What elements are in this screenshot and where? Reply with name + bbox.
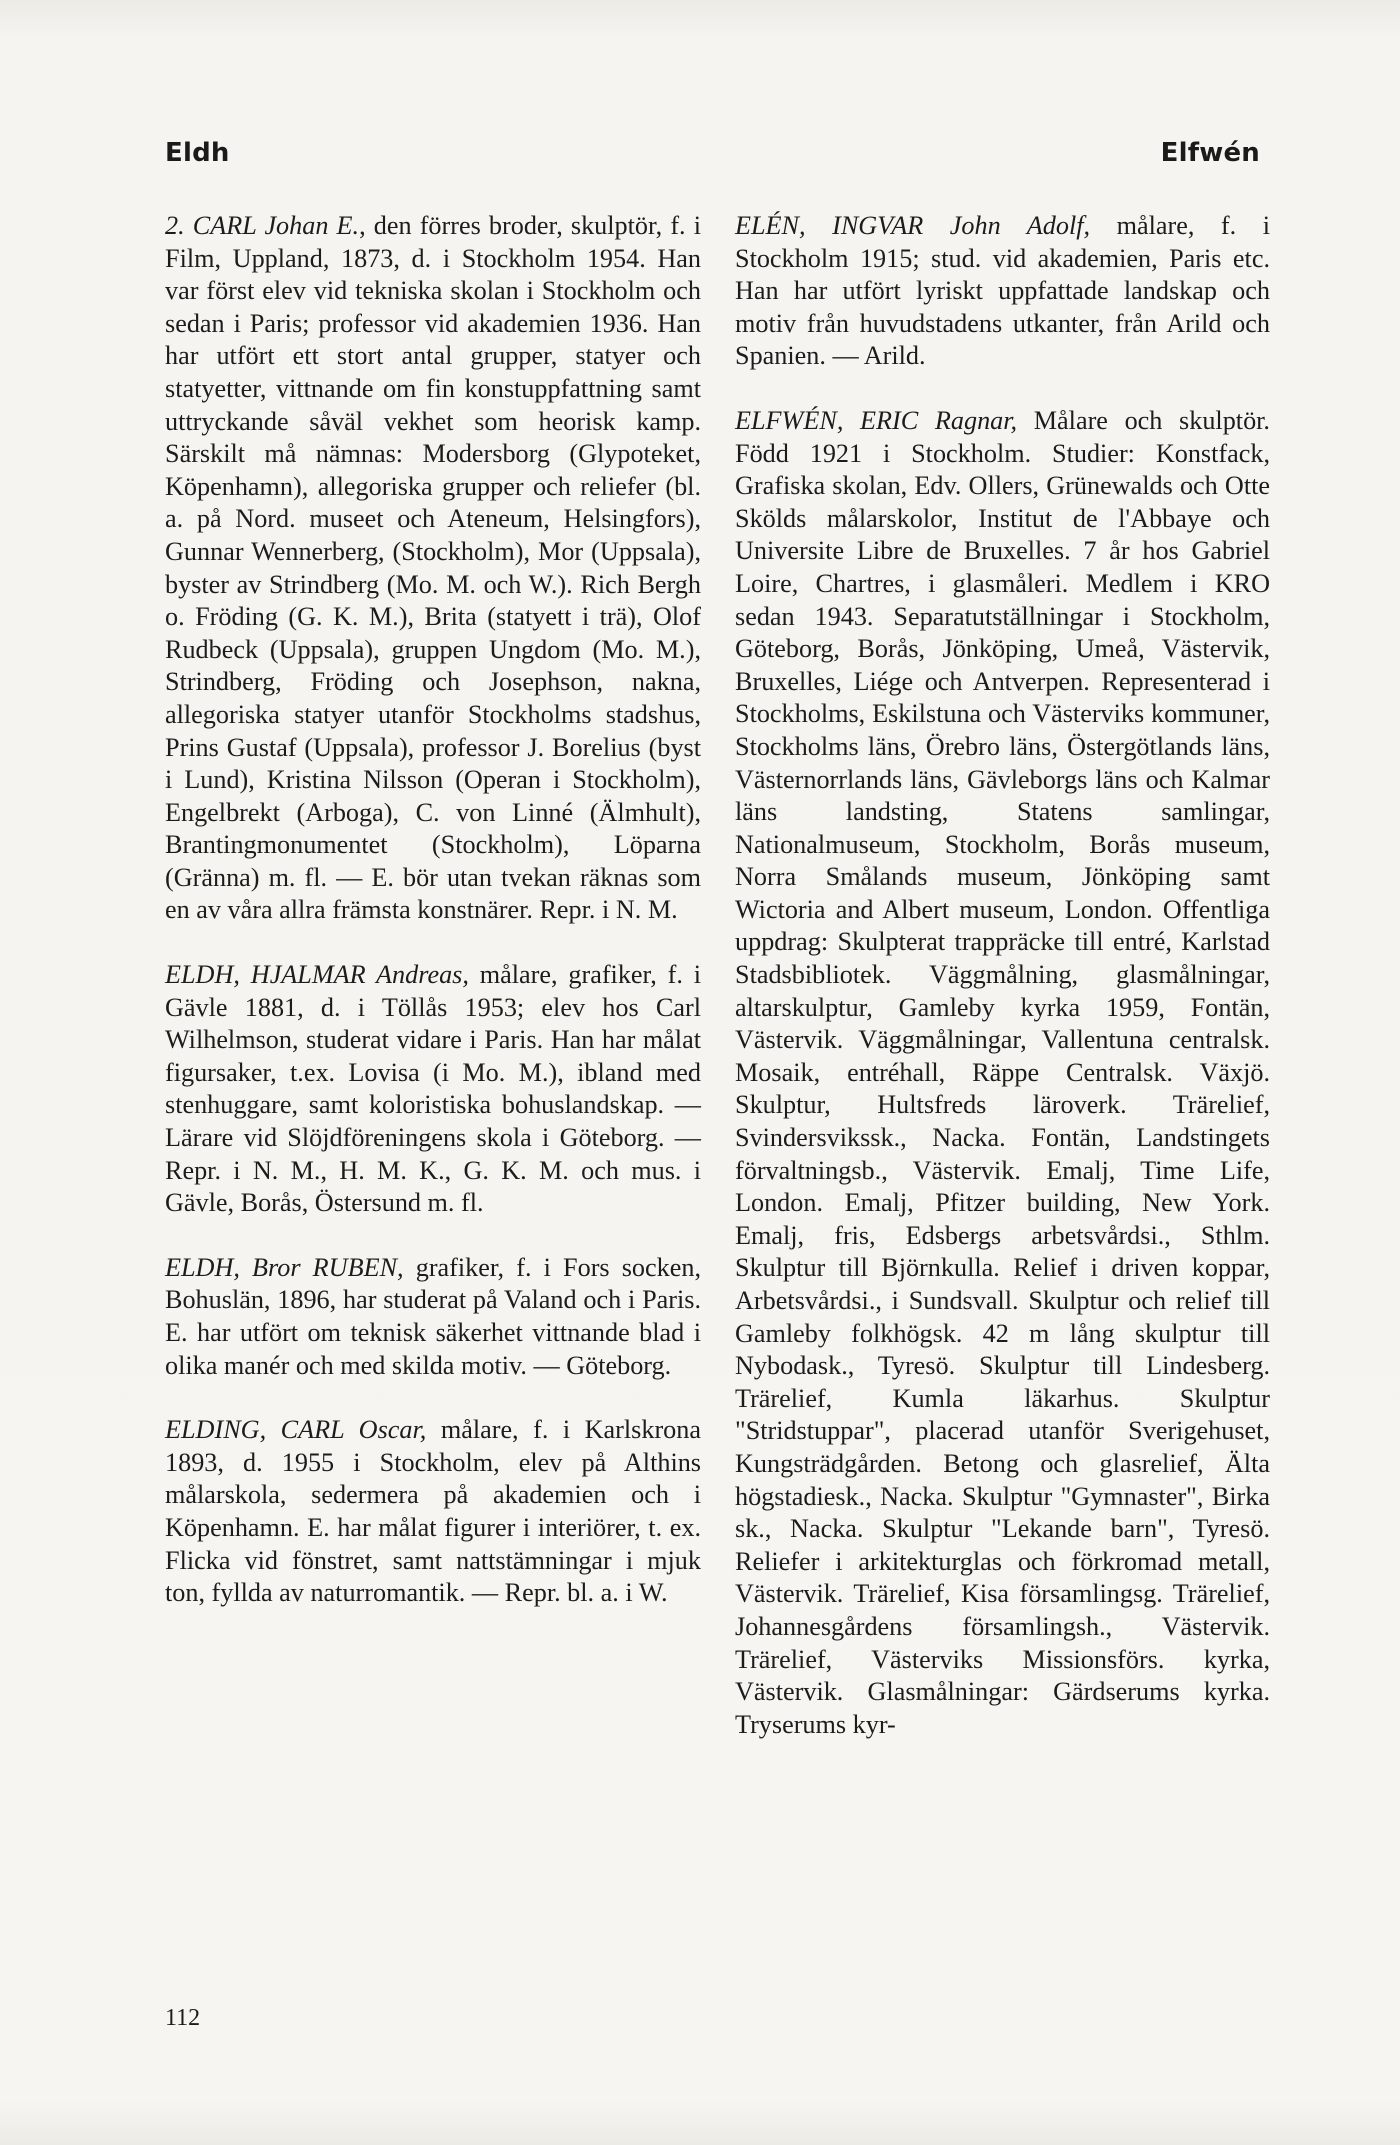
entry-text: målare, grafiker, f. i Gävle 1881, d. i Töllås 1953; elev hos Carl Wilhelmson, studerat vidare i Paris. Han har målat figursaker, t.ex. Lovisa (i Mo. M.), ibland med stenhuggare, samt koloristiska bohuslandskap. — Lärare vid Slöjdföreningens skola i Göteborg. — Repr. i N. M., H. M. K., G. K. M. och mus. i Gävle, Borås, Östersund m. fl.: [165, 960, 702, 1218]
entry-ingvar-elen: [735, 210, 1270, 373]
entry-carl-elding: [165, 1414, 701, 1610]
entry-heading: ELDH, Bror RUBEN,: [165, 1252, 404, 1282]
right-column: [735, 210, 1270, 1773]
entry-carl-johan-eldh: [165, 210, 701, 927]
entry-heading: ELÉN, INGVAR John Adolf,: [735, 211, 1091, 240]
entry-text: målare, f. i Karlskrona 1893, d. 1955 i Stockholm, elev på Althins målarskola, sedermera på akademien och i Köpenhamn. E. har målat figurer i interiörer, t. ex. Flicka vid fönstret, samt nattstämningar i mjuk ton, fyllda av naturromantik. — Repr. bl. a. i W.: [165, 1415, 701, 1608]
entry-heading: ELDH, HJALMAR Andreas,: [165, 960, 469, 990]
entry-hjalmar-eldh: [165, 959, 701, 1220]
entry-heading: ELDING, CARL Oscar,: [165, 1415, 427, 1445]
left-column: [165, 210, 701, 1642]
entry-eric-elfwen: [735, 405, 1270, 1741]
entry-text: målare, f. i Stockholm 1915; stud. vid akademien, Paris etc. Han har utfört lyriskt uppfattade landskap och motiv från huvudstadens utkanter, från Arild och Spanien. — Arild.: [735, 211, 1270, 371]
entry-heading: 2. CARL Johan E.: [165, 211, 360, 240]
entry-text: , den förres broder, skulptör, f. i Film, Uppland, 1873, d. i Stockholm 1954. Han var först elev vid tekniska skolan i Stockholm och sedan i Paris; professor vid akademien 1936. Han har utfört ett stort antal grupper, statyer och statyetter, vittnande om fin konstuppfattning samt uttryckande såväl vekhet som heorisk kamp. Särskilt må nämnas: Modersborg (Glypoteket, Köpenhamn), allegoriska grupper och reliefer (bl. a. på Nord. museet och Ateneum, Helsingfors), Gunnar Wennerberg, (Stockholm), Mor (Uppsala), byster av Strindberg (Mo. M. och W.). Rich Bergh o. Fröding (G. K. M.), Brita (statyett i trä), Olof Rudbeck (Uppsala), gruppen Ungdom (Mo. M.), Strindberg, Fröding och Josephson, nakna, allegoriska statyer utanför Stockholms stadshus, Prins Gustaf (Uppsala), professor J. Borelius (byst i Lund), Kristina Nilsson (Operan i Stockholm), Engelbrekt (Arboga), C. von Linné (Älmhult), Brantingmonumentet (Stockholm), Löparna (Gränna) m. fl. — E. bör utan tvekan räknas som en av våra allra främsta konstnärer. Repr. i N. M.: [165, 211, 701, 925]
page-number: 112: [165, 2005, 201, 2031]
running-head-right: Elfwén: [1160, 138, 1260, 168]
entry-heading: ELFWÉN, ERIC Ragnar,: [735, 405, 1018, 435]
entry-ruben-eldh: [165, 1252, 701, 1382]
running-head-left: Eldh: [165, 138, 230, 168]
entry-text: grafiker, f. i Fors socken, Bohuslän, 1896, har studerat på Valand och i Paris. E. har utfört om teknisk säkerhet vittnande blad i olika manér och med skilda motiv. — Göteborg.: [165, 1252, 701, 1380]
entry-text: Målare och skulptör. Född 1921 i Stockholm. Studier: Konstfack, Grafiska skolan, Edv. Ollers, Grünewalds och Otte Skölds målarskolor, Institut de l'Abbaye och Universite Libre de Bruxelles. 7 år hos Gabriel Loire, Chartres, i glasmåleri. Medlem i KRO sedan 1943. Separatutställningar i Stockholm, Göteborg, Borås, Jönköping, Umeå, Västervik, Bruxelles, Liége och Antverpen. Representerad i Stockholms, Eskilstuna och Västerviks kommuner, Stockholms läns, Örebro läns, Östergötlands läns, Västernorrlands läns, Gävleborgs läns och Kalmar läns landsting, Statens samlingar, Nationalmuseum, Stockholm, Borås museum, Norra Smålands museum, Jönköping samt Wictoria and Albert museum, London. Offentliga uppdrag: Skulpterat trappräcke till entré, Karlstad Stadsbibliotek. Väggmålning, glasmålningar, altarskulptur, Gamleby kyrka 1959, Fontän, Västervik. Väggmålningar, Vallentuna centralsk. Mosaik, entréhall, Räppe Centralsk. Växjö. Skulptur, Hultsfreds läroverk. Trärelief, Svindersvikssk., Nacka. Fontän, Landstingets förvaltningsb., Västervik. Emalj, Time Life, London. Emalj, Pfitzer building, New York. Emalj, fris, Edsbergs arbetsvårdsi., Sthlm. Skulptur till Björnkulla. Relief i driven koppar, Arbetsvårdsi., i Sundsvall. Skulptur och relief till Gamleby folkhögsk. 42 m lång skulptur till Nybodask., Tyresö. Skulptur till Lindesberg. Trärelief, Kumla läkarhus. Skulptur "Stridstuppar", placerad utanför Sverigehuset, Kungsträdgården. Betong och glasrelief, Älta högstadiesk., Nacka. Skulptur "Gymnaster", Birka sk., Nacka. Skulptur "Lekande barn", Tyresö. Reliefer i arkitekturglas och förkromad metall, Västervik. Trärelief, Kisa församlingsg. Trärelief, Johannesgårdens församlingsh., Västervik. Trärelief, Västerviks Missionsförs. kyrka, Västervik. Glasmålningar: Gärdserums kyrka. Tryserums kyr-: [735, 405, 1270, 1739]
